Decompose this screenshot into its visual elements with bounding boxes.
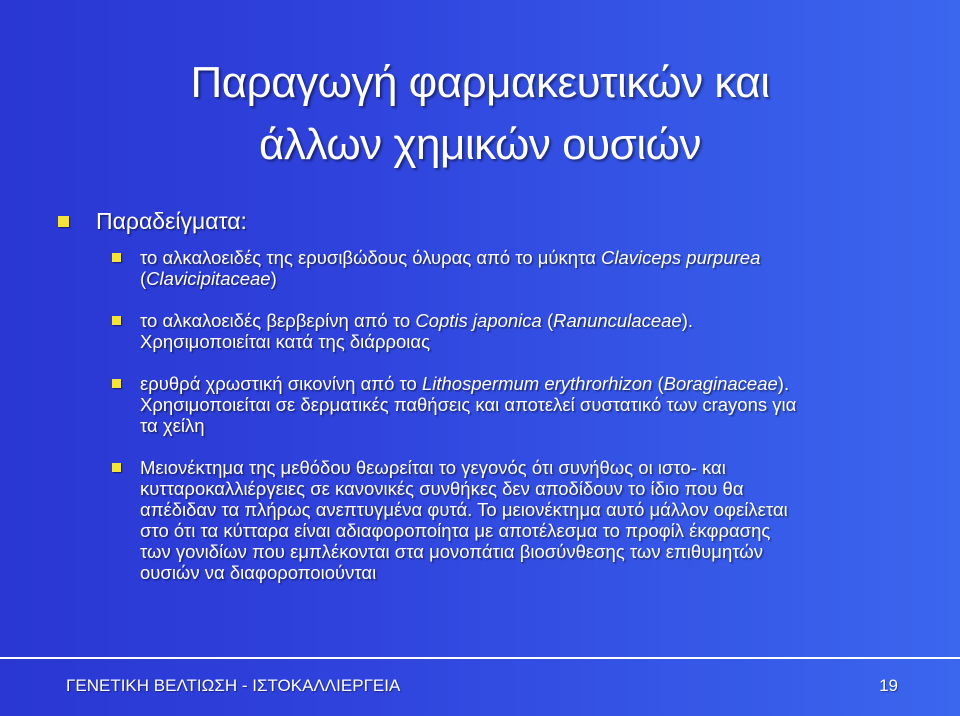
- item-line: [140, 268, 916, 289]
- square-bullet-icon: [112, 253, 121, 262]
- item-line: κυτταροκαλλιέργειες σε κανονικές συνθήκες δεν αποδίδουν το ίδιο που θα: [140, 478, 744, 499]
- examples-heading-text: Παραδείγματα:: [96, 208, 247, 234]
- item-line: απέδιδαν τα πλήρως ανεπτυγμένα φυτά. Το μειονέκτημα αυτό μάλλον οφείλεται: [140, 499, 788, 520]
- item-line: Μειονέκτημα της μεθόδου θεωρείται το γεγονός ότι συνήθως οι ιστο- και: [140, 457, 726, 478]
- item-line: [140, 373, 916, 394]
- item-text: ).: [777, 373, 790, 394]
- slide-title-line-2: άλλων χημικών ουσιών: [259, 120, 701, 169]
- item-text: (: [140, 268, 147, 289]
- item-line: ουσιών να διαφοροποιούνται: [140, 562, 377, 583]
- species-name: Lithospermum erythrorhizon: [421, 373, 653, 394]
- item-line: [140, 310, 916, 331]
- item-text: ): [270, 268, 277, 289]
- species-name: Claviceps purpurea: [600, 247, 761, 268]
- examples-heading: [56, 207, 916, 235]
- list-item: [112, 457, 916, 583]
- list-item: [112, 373, 916, 436]
- item-line: Χρησιμοποιείται σε δερματικές παθήσεις και αποτελεί συστατικό των crayons για: [140, 394, 797, 415]
- item-text: ερυθρά χρωστική σικονίνη από το: [140, 373, 422, 394]
- item-line: τα χείλη: [140, 415, 205, 436]
- slide-content: [56, 207, 916, 604]
- item-text: το αλκαλοειδές της ερυσιβώδους όλυρας από το μύκητα: [140, 247, 601, 268]
- square-bullet-icon: [112, 316, 121, 325]
- species-name: Coptis japonica: [415, 310, 542, 331]
- slide-title: [60, 52, 900, 176]
- square-bullet-icon: [58, 216, 69, 227]
- square-bullet-icon: [112, 379, 121, 388]
- item-text: ).: [681, 310, 694, 331]
- item-line: των γονιδίων που εμπλέκονται στα μονοπάτια βιοσύνθεσης των επιθυμητών: [140, 541, 763, 562]
- item-line: [140, 247, 916, 268]
- family-name: Clavicipitaceae: [146, 268, 271, 289]
- item-line: στο ότι τα κύτταρα είναι αδιαφοροποίητα με αποτέλεσμα το προφίλ έκφρασης: [140, 520, 771, 541]
- item-line: Χρησιμοποιείται κατά της διάρροιας: [140, 331, 431, 352]
- square-bullet-icon: [112, 463, 121, 472]
- page-number: 19: [879, 676, 898, 695]
- footer-title: ΓΕΝΕΤΙΚΗ ΒΕΛΤΙΩΣΗ - ΙΣΤΟΚΑΛΛΙΕΡΓΕΙΑ: [66, 676, 401, 695]
- item-text: (: [541, 310, 554, 331]
- list-item: [112, 247, 916, 289]
- list-item: [112, 310, 916, 352]
- footer-divider: [0, 657, 960, 659]
- item-text: (: [652, 373, 664, 394]
- family-name: Boraginaceae: [663, 373, 778, 394]
- slide-title-line-1: Παραγωγή φαρμακευτικών και: [190, 58, 770, 107]
- examples-list: [112, 247, 916, 583]
- item-text: το αλκαλοειδές βερβερίνη από το: [140, 310, 416, 331]
- family-name: Ranunculaceae: [553, 310, 682, 331]
